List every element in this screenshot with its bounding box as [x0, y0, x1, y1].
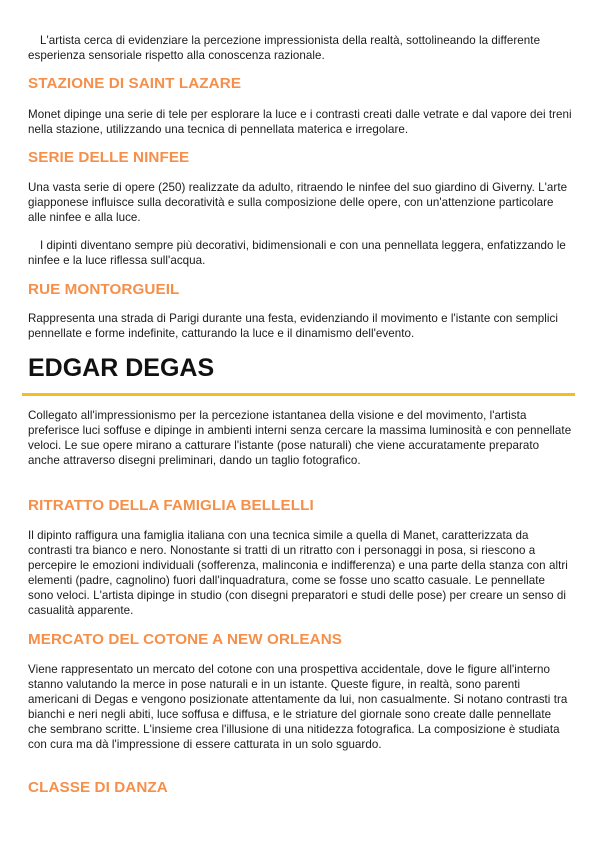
degas-heading-block [28, 353, 573, 383]
cotone-section [28, 631, 573, 649]
danza-section [28, 779, 573, 797]
intro-paragraph: L'artista cerca di evidenziare la percezione impressionista della realtà, sottolineando la differente esperienza sensoriale rispetto alla conoscenza razionale. [28, 34, 541, 62]
cotone-paragraph: Viene rappresentato un mercato del cotone con una prospettiva accidentale, dove le figure all'interno stanno valutando la merce in pose naturali e in un istante. Queste figure, in realtà, sono parenti americani di Degas e vengono posizionate attentamente da lui, non casualmente. Si notano contrasti tra bianchi e neri negli abiti, luce soffusa e diffusa, e le striature del giornale sono create dalle pennellate che sembrano scritte. L'insieme crea l'illusione di una nitidezza fotografica. La composizione è studiata con cura ma dà l'impressione di essere catturata in un solo sguardo. [28, 663, 568, 751]
bellelli-section [28, 497, 573, 515]
section-title-bellelli: RITRATTO DELLA FAMIGLIA BELLELLI [28, 497, 314, 514]
ninfee-body-2 [28, 238, 573, 268]
saint-lazare-paragraph: Monet dipinge una serie di tele per esplorare la luce e i contrasti creati dalle vetrate e dal vapore dei treni nella stazione, utilizzando una tecnica di pennellata materica e irregolare. [28, 108, 572, 136]
bellelli-body [28, 528, 573, 618]
section-title-montorgueil: RUE MONTORGUEIL [28, 281, 180, 298]
bellelli-paragraph: Il dipinto raffigura una famiglia italiana con una tecnica simile a quella di Manet, caratterizzata da contrasti tra bianco e nero. Nonostante si tratti di un ritratto con i personaggi in posa, si riescono a percepire le emozioni individuali (sofferenza, malinconia e indifferenza) e una parte della stanza con altri elementi (padre, cagnolino) fuori dall'inquadratura, come se fosse uno scatto casuale. Le pennellate sono veloci. L'artista dipinge in studio (con disegni preparatori e studi delle pose) per creare un senso di casualità apparente. [28, 529, 568, 617]
section-title-danza: CLASSE DI DANZA [28, 779, 168, 796]
degas-heading: EDGAR DEGAS [28, 354, 215, 382]
ninfee-body [28, 180, 573, 225]
saint-lazare-section [28, 75, 573, 93]
intro-section [28, 33, 573, 63]
ninfee-paragraph: Una vasta serie di opere (250) realizzate da adulto, ritraendo le ninfee del suo giardino di Giverny. L'arte giapponese influisce sulla decoratività e sulla composizione delle opere, con un'attenzione particolare alle ninfee e alla luce. [28, 181, 568, 224]
cotone-body [28, 662, 573, 752]
ninfee-section [28, 149, 573, 167]
montorgueil-section [28, 281, 573, 299]
heading-divider [22, 393, 575, 396]
degas-intro-body [28, 408, 573, 468]
montorgueil-paragraph: Rappresenta una strada di Parigi durante una festa, evidenziando il movimento e l'istante con semplici pennellate e forme indefinite, catturando la luce e il dinamismo dell'evento. [28, 312, 558, 340]
section-title-saint-lazare: STAZIONE DI SAINT LAZARE [28, 75, 242, 92]
montorgueil-body [28, 311, 573, 341]
saint-lazare-body [28, 107, 573, 137]
section-title-cotone: MERCATO DEL COTONE A NEW ORLEANS [28, 631, 342, 648]
ninfee-paragraph-2: I dipinti diventano sempre più decorativi, bidimensionali e con una pennellata leggera, enfatizzando le ninfee e la luce riflessa sull'acqua. [28, 239, 566, 267]
degas-intro-paragraph: Collegato all'impressionismo per la percezione istantanea della visione e del movimento, l'artista preferisce luci soffuse e dipinge in ambienti interni senza cercare la massima luminosità e con pennellate veloci. Le sue opere mirano a catturare l'istante (pose naturali) che viene accuratamente preparato anche attraverso disegni preliminari, dando un taglio fotografico. [28, 409, 572, 467]
section-title-ninfee: SERIE DELLE NINFEE [28, 149, 190, 166]
